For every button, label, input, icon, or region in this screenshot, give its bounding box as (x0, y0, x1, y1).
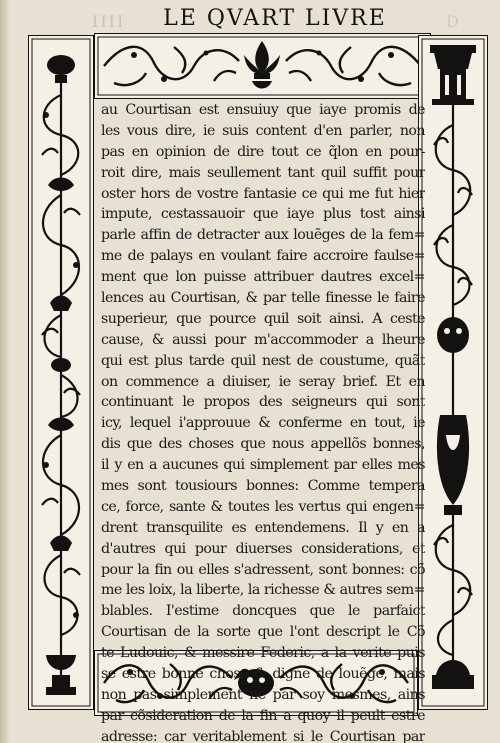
running-head-title: LE QVART LIVRE (163, 6, 387, 31)
text-line: qui est plus tarde quil nest de coustume, quãt (101, 352, 425, 369)
text-line: superieur, que pource quil soit ainsi. A ceste (101, 310, 425, 327)
text-line: d'autres qui pour diuerses considerations, et (101, 540, 425, 557)
text-line: oster hors de vostre fantasie ce qui me fut hier (101, 185, 425, 202)
text-line: pour la fin ou elles s'adressent, sont bonnes: cõ (101, 561, 425, 578)
text-line: blables. I'estime doncques que le parfaict (101, 603, 425, 620)
text-line: mes sont tousiours bonnes: Comme tempera (101, 478, 425, 495)
text-line: les vous dire, ie suis content d'en parler, non (101, 122, 425, 139)
text-line: icy, lequel i'approuue & conferme en tout, ie (101, 415, 425, 432)
text-line: se estre bonne chose & digne de louẽge, mais (101, 666, 425, 683)
text-line: continuant le propos des seigneurs qui sont (101, 394, 425, 411)
vase-and-tendril-icon (28, 35, 94, 710)
text-line: cause, & aussi pour m'accommoder a lheure (101, 331, 425, 348)
body-text (99, 99, 425, 743)
text-line: te Ludouic, & messire Federic, a la verite puis (101, 645, 425, 662)
text-line: par cõsideration de la fin a quoy il peult estre (101, 707, 425, 724)
text-line: adresse: car veritablement si le Courtisan par (101, 728, 425, 743)
text-line: au Courtisan est ensuiuy que iaye promis de (101, 102, 425, 118)
text-line: drent transquilite es entendemens. Il y en a (101, 519, 425, 536)
text-line: non pas simplement ne par soy mesmes, ains (101, 686, 425, 703)
text-line: ment que lon puisse attribuer dautres excel= (101, 269, 425, 286)
show-through-folio: IIII (92, 12, 126, 31)
text-line: parle affin de detracter aux louẽges de la fem= (101, 227, 425, 244)
text-line: pas en opinion de dire tout ce q̃lon en pour- (101, 143, 425, 160)
text-line: Courtisan de la sorte que l'ont descript le Cõ (101, 624, 425, 641)
text-line: il y en a aucunes qui simplement par elles mes (101, 457, 425, 474)
text-line: lences au Courtisan, & par telle finesse le faire (101, 290, 425, 307)
text-line: roit dire, mais seullement tant quil suffit pour (101, 164, 425, 181)
text-line: on commence a diuiser, ie seray brief. Et en (101, 373, 425, 390)
running-head (0, 4, 500, 34)
text-line: ce, force, sante & toutes les vertus qui engen= (101, 498, 425, 515)
text-line: me les loix, la liberte, la richesse & autres sem= (101, 582, 425, 599)
show-through-letter: D (446, 12, 459, 31)
foliate-scroll-icon (94, 33, 431, 99)
text-line: dis que des choses que nous appellõs bonnes, (101, 436, 425, 453)
text-line: impute, cestassauoir que iaye plus tost ainsi (101, 206, 425, 223)
text-line: me de palays en voulant faire accroire faulse= (101, 248, 425, 265)
page-gutter-shadow (0, 0, 10, 743)
column-vase-icon (418, 35, 488, 710)
